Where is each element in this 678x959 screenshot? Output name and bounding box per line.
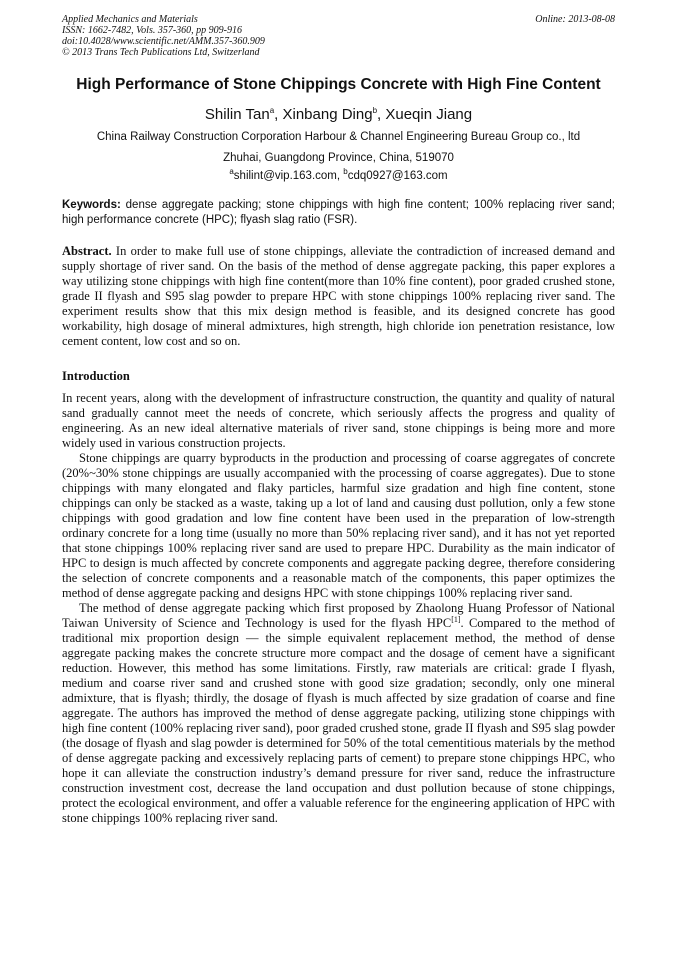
body-paragraph: In recent years, along with the development of infrastructure construction, the quantity and quality of natural sand gradually cannot meet the needs of concrete, which seriously affects the progress and quality of engineering. As an new ideal alternative materials of river sand, stone chippings is being more and more widely used in various construction projects. (62, 391, 615, 450)
paragraph-text: The method of dense aggregate packing which first proposed by Zhaolong Huang Professor of National Taiwan University of Science and Technology is used for the flyash HPC (62, 601, 615, 630)
doi-line: doi:10.4028/www.scientific.net/AMM.357-360.909 (62, 36, 265, 47)
issn-line: ISSN: 1662-7482, Vols. 357-360, pp 909-916 (62, 25, 242, 36)
email-link[interactable]: shilint@vip.163.com, (233, 170, 344, 182)
body-paragraph: Stone chippings are quarry byproducts in the production and processing of coarse aggregates of concrete (20%~30% stone chippings are usually accompanied with the processing of coarse aggregates). Due to stone chippings with many elongated and flaky particles, harmful size gradation and high fine content, stone chippings can only be stacked as a waste, taking up a lot of land and causing dust pollution, only a few stone chippings with good gradation and low fine content have been used in the preparation of low-strength ordinary concrete for a long time (usually no more than 50% replacing river sand), and it has not yet reported that stone chippings 100% replacing river sand are used to prepare HPC. Durability as the main indicator of HPC to design is much affected by concrete components and aggregate packing degree, therefore considering the selection of concrete components and a reasonable match of the components, this paper optimizes the method of dense aggregate packing and designs HPC with stone chippings 100% replacing river sand. (62, 451, 615, 600)
author-list (62, 106, 615, 123)
author-separator: , (274, 106, 283, 123)
online-date: Online: 2013-08-08 (535, 14, 615, 25)
email-link[interactable]: cdq0927@163.com (347, 170, 448, 182)
keywords-label: Keywords: (62, 199, 121, 211)
author-separator: , (377, 106, 386, 123)
body-paragraph (62, 601, 615, 826)
paper-title: High Performance of Stone Chippings Concrete with High Fine Content (76, 76, 601, 93)
email-superscript: b (343, 167, 348, 177)
abstract-text: In order to make full use of stone chippings, alleviate the contradiction of increased demand and supply shortage of river sand. On the basis of the method of dense aggregate packing, this paper explores a way utilizing stone chippings with high fine content(more than 10% fine content), poor graded crushed stone, grade II flyash and S95 slag powder to prepare HPC with stone chippings 100% replacing river sand. The experiment results show that this mix design method is feasible, and its designed concrete has good workability, high dosage of mineral admixtures, high strength, high chloride ion penetration resistance, low cement content, low cost and so on. (62, 244, 615, 348)
abstract-label: Abstract. (62, 244, 112, 258)
paragraph-text: . Compared to the method of traditional mix proportion design — the simple equivalent replacement method, the method of dense aggregate packing makes the concrete structure more compact and the dosage of cement have a significant reduction. However, this method has some limitations. Firstly, raw materials are critical: grade I flyash, medium and coarse river sand and crushed stone with good size gradation; secondly, only one mineral admixture, that is flyash; thirdly, the dosage of flyash is much affected by size gradation of coarse and fine aggregate. The authors has improved the method of dense aggregate packing, utilizing stone chippings with high fine content (100% replacing river sand), poor graded crushed stone, grade II flyash and S95 slag powder (the dosage of flyash and slag powder is determined for 50% of the total cementitious materials by the method of dense aggregate packing and excessively replacing parts of cement) to prepare stone chippings HPC, who hope it can alleviate the construction industry’s demand pressure for river sand, reduce the infrastructure construction investment cost, decrease the land occupation and dust pollution because of stone chippings, protect the ecological environment, and offer a valuable reference for the engineering application of HPC with stone chippings 100% replacing river sand. (62, 616, 615, 825)
citation-reference[interactable]: [1] (451, 614, 461, 624)
affiliation-line: China Railway Construction Corporation Harbour & Channel Engineering Bureau Group co., ltd (96, 131, 581, 143)
affiliation-line: Zhuhai, Guangdong Province, China, 519070 (223, 152, 454, 164)
copyright-line: © 2013 Trans Tech Publications Ltd, Switzerland (62, 47, 260, 58)
section-heading-introduction: Introduction (62, 369, 130, 383)
affiliation (62, 127, 615, 169)
author-superscript: a (269, 106, 275, 115)
author-name: Shilin Tan (204, 106, 270, 123)
keywords-text: dense aggregate packing; stone chippings with high fine content; 100% replacing river sand; high performance concrete (HPC); flyash slag ratio (FSR). (62, 199, 615, 226)
author-superscript: b (372, 106, 378, 115)
paper-page (62, 14, 615, 826)
author-name: Xueqin Jiang (385, 106, 473, 123)
journal-name: Applied Mechanics and Materials (62, 14, 198, 25)
journal-header (62, 14, 615, 58)
keywords-block (62, 198, 615, 228)
abstract-block (62, 244, 615, 349)
author-emails (62, 167, 615, 182)
author-name: Xinbang Ding (282, 106, 373, 123)
email-superscript: a (229, 167, 234, 177)
